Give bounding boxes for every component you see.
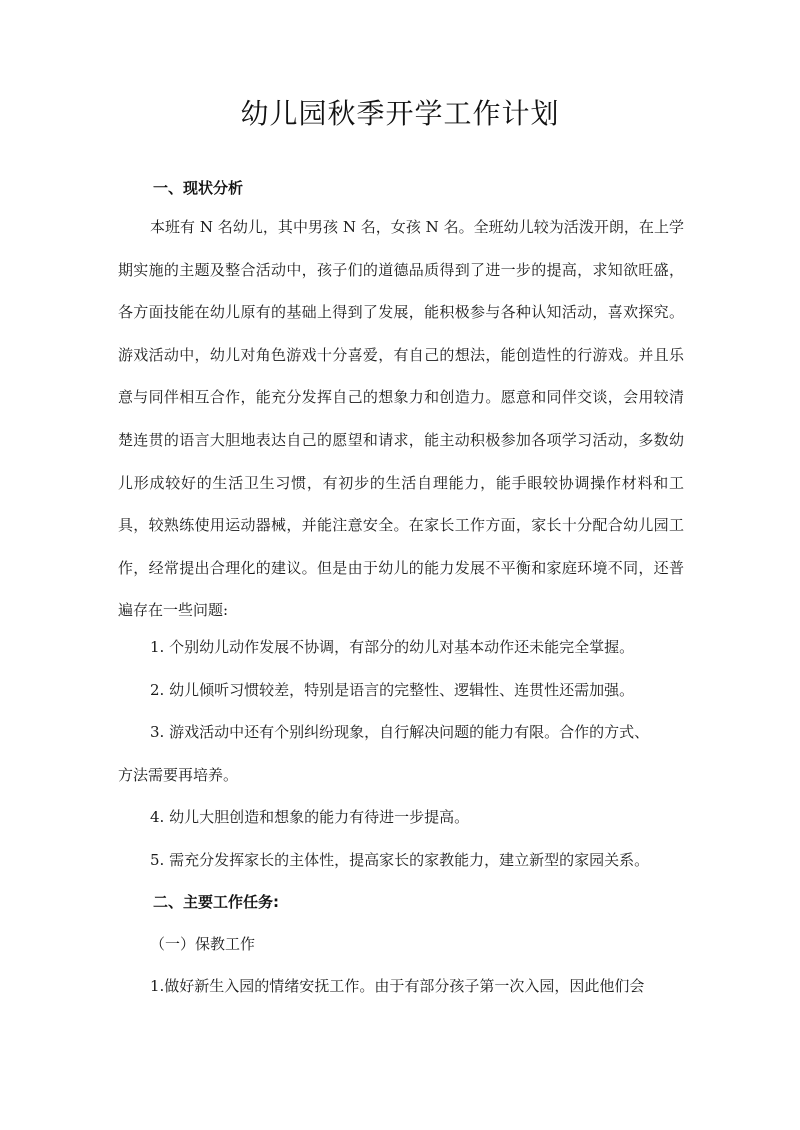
problem-item-4: 4. 幼儿大胆创造和想象的能力有待进一步提高。 [150,808,470,826]
problem-item-5: 5. 需充分发挥家长的主体性，提高家长的家教能力，建立新型的家园关系。 [150,851,650,869]
problem-item-1: 1. 个别幼儿动作发展不协调，有部分的幼儿对基本动作还未能完全掌握。 [150,638,635,656]
problem-item-3: 3. 游戏活动中还有个别纠纷现象，自行解决问题的能力有限。合作的方式、 [150,723,650,741]
section-heading-status-analysis: 一、现状分析 [153,179,244,197]
section-heading-main-tasks: 二、主要工作任务: [153,893,279,911]
document-title: 幼儿园秋季开学工作计划 [240,97,560,130]
task-item-1: 1.做好新生入园的情绪安抚工作。由于有部分孩子第一次入园，因此他们会 [150,977,645,995]
problem-item-3-continued: 方法需要再培养。 [118,766,239,784]
status-analysis-paragraph: 本班有 N 名幼儿，其中男孩 N 名，女孩 N 名。全班幼儿较为活泼开朗，在上学期实施的主题及整合活动中，孩子们的道德品质得到了进一步的提高，求知欲旺盛，各方面技能在幼儿原有的基础上得到了发展，能积极参与各种认知活动，喜欢探究。游戏活动中，幼儿对角色游戏十分喜爱，有自己的想法，能创造性的行游戏。并且乐意与同伴相互合作，能充分发挥自己的想象力和创造力。愿意和同伴交谈，会用较清楚连贯的语言大胆地表达自己的愿望和请求，能主动积极参加各项学习活动，多数幼儿形成较好的生活卫生习惯，有初步的生活自理能力，能手眼较协调操作材料和工具，较熟练使用运动器械，并能注意安全。在家长工作方面，家长十分配合幼儿园工作，经常提出合理化的建议。但是由于幼儿的能力发展不平衡和家庭环境不同，还普遍存在一些问题: [118,218,684,620]
subsection-heading-care-education: （一）保教工作 [150,935,256,953]
problem-item-2: 2. 幼儿倾听习惯较差，特别是语言的完整性、逻辑性、连贯性还需加强。 [150,681,635,699]
